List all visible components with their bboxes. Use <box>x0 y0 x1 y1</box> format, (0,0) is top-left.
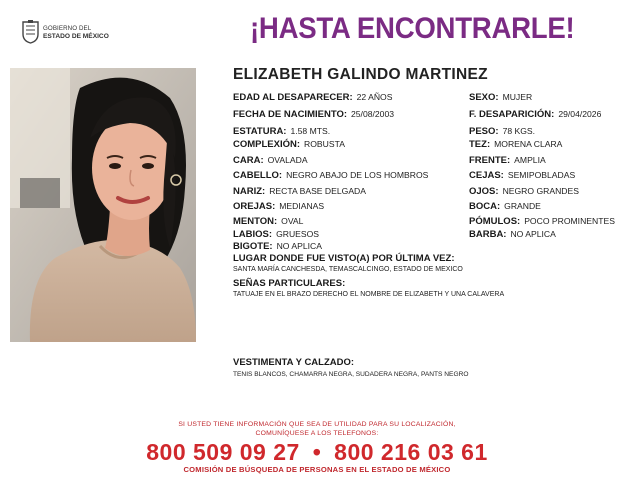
government-logo <box>22 20 112 46</box>
state-shield-icon <box>22 20 39 44</box>
field-label: EDAD AL DESAPARECER: <box>233 92 353 103</box>
field-label: COMPLEXIÓN: <box>233 139 301 150</box>
distinctive-marks-value: TATUAJE EN EL BRAZO DERECHO EL NOMBRE DE ELIZABETH Y UNA CALAVERA <box>233 291 505 298</box>
field-value: 29/04/2026 <box>558 109 602 119</box>
field-row <box>469 201 541 212</box>
field-row <box>469 126 535 137</box>
field-value: MEDIANAS <box>279 201 325 211</box>
field-row <box>469 186 579 197</box>
field-value: ROBUSTA <box>304 139 345 149</box>
field-label: CEJAS: <box>469 170 504 181</box>
field-value: 78 KGS. <box>502 126 536 136</box>
last-seen-label: LUGAR DONDE FUE VISTO(A) POR ÚLTIMA VEZ: <box>233 253 455 264</box>
phone-numbers <box>0 439 634 466</box>
footer-organization: COMISIÓN DE BÚSQUEDA DE PERSONAS EN EL ESTADO DE MÉXICO <box>183 465 451 474</box>
field-label: BOCA: <box>469 201 501 212</box>
field-label: MENTON: <box>233 216 278 227</box>
field-value: GRANDE <box>504 201 541 211</box>
field-label: LABIOS: <box>233 229 273 240</box>
field-label: FECHA DE NACIMIENTO: <box>233 109 347 120</box>
clothing-label: VESTIMENTA Y CALZADO: <box>233 357 355 368</box>
field-value: MORENA CLARA <box>494 139 563 149</box>
field-value: OVAL <box>281 216 304 226</box>
last-seen-value: SANTA MARÍA CANCHESDA, TEMASCALCINGO, ESTADO DE MEXICO <box>233 266 463 273</box>
field-label: PESO: <box>469 126 499 137</box>
footer-info-line2: COMUNÍQUESE A LOS TELEFONOS: <box>255 430 379 437</box>
field-value: OVALADA <box>267 155 308 165</box>
field-row <box>469 139 562 150</box>
field-row <box>233 170 428 181</box>
field-row <box>469 229 556 240</box>
field-label: OREJAS: <box>233 201 276 212</box>
distinctive-marks-label: SEÑAS PARTICULARES: <box>233 278 346 289</box>
phone-separator: • <box>312 439 322 465</box>
field-row <box>469 92 532 103</box>
field-row <box>233 126 330 137</box>
gov-logo-line2: ESTADO DE MÉXICO <box>43 33 109 40</box>
clothing-value: TENIS BLANCOS, CHAMARRA NEGRA, SUDADERA NEGRA, PANTS NEGRO <box>233 371 469 378</box>
person-full-name: ELIZABETH GALINDO MARTINEZ <box>233 66 488 83</box>
field-value: NO APLICA <box>276 241 322 251</box>
phone-number-1[interactable]: 800 509 09 27 <box>146 439 300 465</box>
field-row <box>233 241 322 252</box>
field-row <box>469 170 575 181</box>
field-value: MUJER <box>502 92 533 102</box>
field-value: 1.58 MTS. <box>290 126 331 136</box>
field-label: TEZ: <box>469 139 491 150</box>
field-row <box>233 229 319 240</box>
field-row <box>233 155 308 166</box>
field-row <box>469 216 615 227</box>
field-value: 22 AÑOS <box>356 92 393 102</box>
field-value: NEGRO ABAJO DE LOS HOMBROS <box>286 170 429 180</box>
person-photo <box>10 68 196 342</box>
field-label: CARA: <box>233 155 264 166</box>
portrait-illustration <box>10 68 196 342</box>
field-label: OJOS: <box>469 186 499 197</box>
field-value: SEMIPOBLADAS <box>507 170 576 180</box>
gov-logo-line1: GOBIERNO DEL <box>43 25 92 32</box>
field-label: PÓMULOS: <box>469 216 521 227</box>
field-label: SEXO: <box>469 92 499 103</box>
field-label: ESTATURA: <box>233 126 287 137</box>
field-row <box>233 201 324 212</box>
field-label: NARIZ: <box>233 186 266 197</box>
field-row <box>469 109 601 120</box>
field-label: CABELLO: <box>233 170 283 181</box>
field-value: AMPLIA <box>514 155 546 165</box>
field-value: NEGRO GRANDES <box>502 186 579 196</box>
field-row <box>233 216 303 227</box>
field-label: BIGOTE: <box>233 241 273 252</box>
phone-number-2[interactable]: 800 216 03 61 <box>334 439 488 465</box>
field-value: 25/08/2003 <box>351 109 395 119</box>
footer-info-line1: SI USTED TIENE INFORMACIÓN QUE SEA DE UTILIDAD PARA SU LOCALIZACIÓN, <box>178 421 456 428</box>
field-label: F. DESAPARICIÓN: <box>469 109 555 120</box>
field-label: BARBA: <box>469 229 507 240</box>
headline: ¡HASTA ENCONTRARLE! <box>250 12 575 45</box>
field-value: POCO PROMINENTES <box>524 216 615 226</box>
field-value: GRUESOS <box>276 229 320 239</box>
field-row <box>233 139 345 150</box>
field-value: RECTA BASE DELGADA <box>269 186 366 196</box>
field-value: NO APLICA <box>510 229 556 239</box>
field-row <box>233 186 366 197</box>
field-row <box>469 155 546 166</box>
field-label: FRENTE: <box>469 155 511 166</box>
field-row <box>233 92 392 103</box>
field-row <box>233 109 394 120</box>
